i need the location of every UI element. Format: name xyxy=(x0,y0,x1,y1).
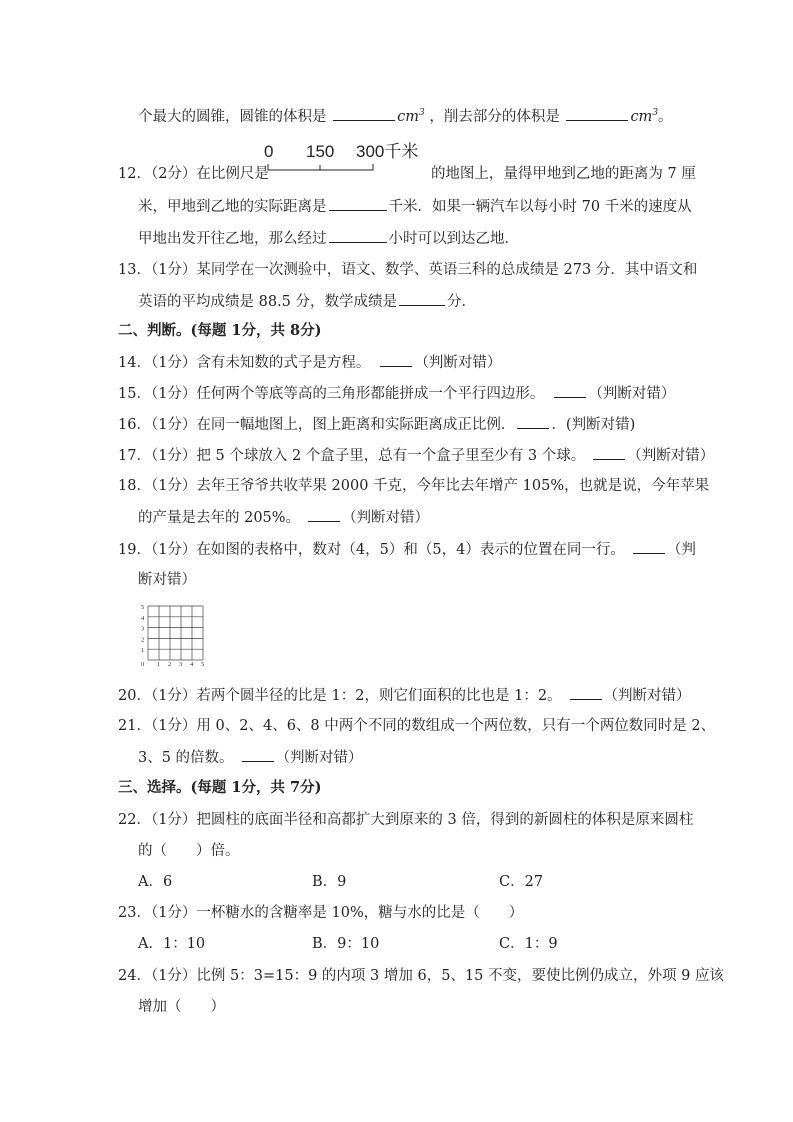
q18-line1: 18．（1分）去年王爷爷共收苹果 2000 千克，今年比去年增产 105%，也就是说，今年苹果 xyxy=(118,478,710,494)
q13-line2: 英语的平均成绩是 88.5 分，数学成绩是 分． xyxy=(138,291,476,312)
q21-line1: 21．（1分）用 0、2、4、6、8 中两个不同的数组成一个两位数，只有一个两位数同时是 2、 xyxy=(118,718,716,734)
q22-option-b[interactable]: B．9 xyxy=(312,874,347,890)
grid-y-label: 3 xyxy=(141,625,145,633)
q11-tail-line: 个最大的圆锥，圆锥的体积是 $cm^3$ ，削去部分的体积是 $cm^3$。 xyxy=(138,103,673,127)
q23-option-a[interactable]: A．1：10 xyxy=(138,936,206,952)
q13-line1: 13．（1分）某同学在一次测验中，语文、数学、英语三科的总成绩是 273 分．其中语文和 xyxy=(118,262,698,278)
q12-line1: 12．（2分）在比例尺是 的地图上，量得甲地到乙地的距离为 7 厘 xyxy=(118,166,696,182)
grid-x-label: 0 xyxy=(141,661,145,668)
answer-blank[interactable] xyxy=(399,291,445,306)
grid-x-label: 1 xyxy=(157,661,161,668)
q12-line2: 米，甲地到乙地的实际距离是 千米．如果一辆汽车以每小时 70 千米的速度从 xyxy=(138,196,692,217)
q21-line2: 3、5 的倍数。 （判断对错） xyxy=(138,747,363,768)
q24-line1: 24．（1分）比例 5：3=15：9 的内项 3 增加 6，5、15 不变，要使比例仍成立，外项 9 应该 xyxy=(118,968,724,984)
grid-x-label: 4 xyxy=(190,661,194,668)
grid-lines xyxy=(148,606,203,660)
answer-blank[interactable] xyxy=(517,414,549,429)
q20: 20．（1分）若两个圆半径的比是 1：2，则它们面积的比也是 1：2。 （判断对错） xyxy=(118,685,691,706)
answer-blank[interactable] xyxy=(242,747,274,762)
section-2-heading: 二、判断。(每题 1分，共 8分) xyxy=(118,322,322,339)
grid-x-label: 5 xyxy=(201,661,205,668)
scale-label-150: 150 xyxy=(306,142,335,161)
q17: 17．（1分）把 5 个球放入 2 个盒子里，总有一个盒子里至少有 3 个球。 （判断对错） xyxy=(118,445,714,466)
q14: 14．（1分）含有未知数的式子是方程。 （判断对错） xyxy=(118,352,501,373)
answer-blank[interactable] xyxy=(554,383,586,398)
q22-line1: 22．（1分）把圆柱的底面半径和高都扩大到原来的 3 倍，得到的新圆柱的体积是原来圆柱 xyxy=(118,812,694,828)
q19-line2: 断对错） xyxy=(138,572,196,588)
grid-y-label: 2 xyxy=(141,636,145,644)
q23-option-b[interactable]: B．9：10 xyxy=(312,936,380,952)
grid-y-label: 5 xyxy=(141,604,145,611)
scale-label-300: 300千米 xyxy=(356,142,419,161)
grid-y-label: 4 xyxy=(141,614,145,622)
answer-blank[interactable] xyxy=(308,507,340,522)
q23-line1: 23．（1分）一杯糖水的含糖率是 10%，糖与水的比是（ ） xyxy=(118,905,524,921)
answer-blank[interactable] xyxy=(566,106,628,121)
q22-option-c[interactable]: C．27 xyxy=(499,874,544,890)
grid-y-label: 1 xyxy=(141,647,145,655)
answer-blank[interactable] xyxy=(633,539,665,554)
q16: 16．（1分）在同一幅地图上，图上距离和实际距离成正比例． ．(判断对错) xyxy=(118,414,635,435)
answer-blank[interactable] xyxy=(329,196,387,211)
grid-figure xyxy=(140,602,210,668)
q18-line2: 的产量是去年的 205%。 （判断对错） xyxy=(138,507,429,528)
grid-x-label: 3 xyxy=(179,661,183,668)
answer-blank[interactable] xyxy=(380,352,412,367)
q23-option-c[interactable]: C．1：9 xyxy=(499,936,558,952)
q24-line2: 增加（ ） xyxy=(138,999,225,1015)
q22-line2: 的（ ）倍。 xyxy=(138,843,240,859)
answer-blank[interactable] xyxy=(593,445,625,460)
answer-blank[interactable] xyxy=(329,228,387,243)
q12-line3: 甲地出发开往乙地，那么经过 小时可以到达乙地． xyxy=(138,228,519,249)
grid-x-label: 2 xyxy=(168,661,172,668)
answer-blank[interactable] xyxy=(570,685,602,700)
scale-label-0: 0 xyxy=(264,142,274,161)
q19-line1: 19．（1分）在如图的表格中，数对（4，5）和（5，4）表示的位置在同一行。 （判 xyxy=(118,539,696,560)
q15: 15．（1分）任何两个等底等高的三角形都能拼成一个平行四边形。 （判断对错） xyxy=(118,383,675,404)
section-3-heading: 三、选择。(每题 1分，共 7分) xyxy=(118,779,322,796)
answer-blank[interactable] xyxy=(333,106,395,121)
q22-option-a[interactable]: A．6 xyxy=(138,874,173,890)
